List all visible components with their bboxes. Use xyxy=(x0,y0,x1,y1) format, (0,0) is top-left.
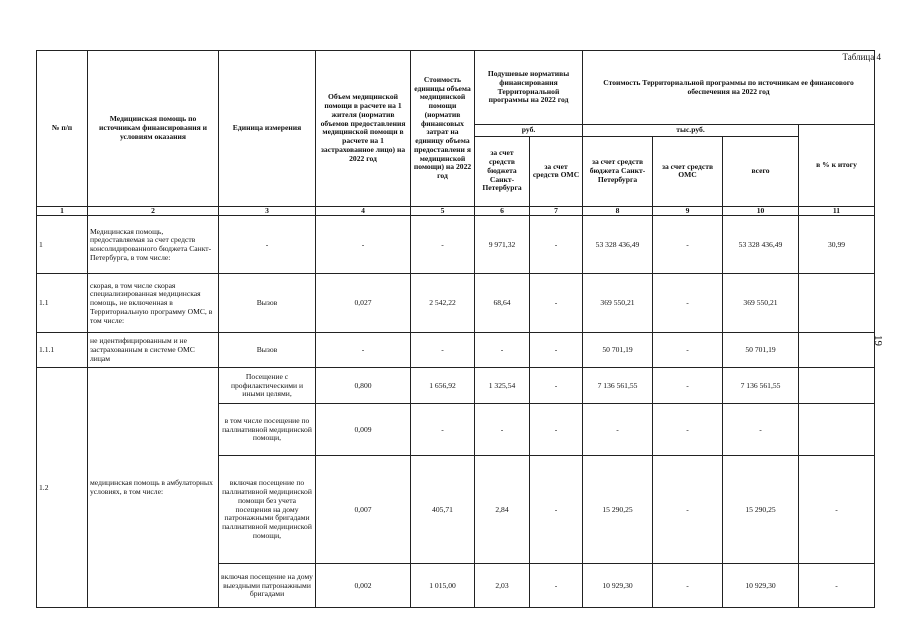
row-c7: - xyxy=(530,368,583,404)
row-unit: Вызов xyxy=(219,333,316,368)
row-c7: - xyxy=(530,456,583,564)
column-number: 2 xyxy=(88,206,219,216)
table-row xyxy=(37,216,875,274)
row-c6: 2,03 xyxy=(475,564,530,608)
row-num: 1.1 xyxy=(37,274,88,333)
table-label: Таблица 4 xyxy=(842,52,881,62)
row-c6: - xyxy=(475,404,530,456)
row-c7: - xyxy=(530,274,583,333)
row-c10: 7 136 561,55 xyxy=(723,368,799,404)
row-c8: 10 929,30 xyxy=(583,564,653,608)
row-c7: - xyxy=(530,216,583,274)
row-num: 1 xyxy=(37,216,88,274)
row-c6: - xyxy=(475,333,530,368)
header-total: всего xyxy=(723,136,799,206)
row-cost: 405,71 xyxy=(411,456,475,564)
header-unit-rub: руб. xyxy=(475,125,583,137)
row-num: 1.2 xyxy=(37,368,88,608)
row-c10: 15 290,25 xyxy=(723,456,799,564)
row-c8: 7 136 561,55 xyxy=(583,368,653,404)
row-c11: - xyxy=(799,564,875,608)
column-number: 9 xyxy=(653,206,723,216)
row-volume: - xyxy=(316,216,411,274)
header-oms: за счет средств ОМС xyxy=(530,136,583,206)
page-number: 19 xyxy=(872,335,884,346)
row-volume: 0,800 xyxy=(316,368,411,404)
row-c11 xyxy=(799,274,875,333)
row-volume: 0,002 xyxy=(316,564,411,608)
row-unit: - xyxy=(219,216,316,274)
row-c9: - xyxy=(653,564,723,608)
row-c10: 10 929,30 xyxy=(723,564,799,608)
row-c7: - xyxy=(530,333,583,368)
header-oms-total: за счет средств ОМС xyxy=(653,136,723,206)
row-c6: 1 325,54 xyxy=(475,368,530,404)
row-c9: - xyxy=(653,404,723,456)
column-number: 3 xyxy=(219,206,316,216)
header-group-cost: Стоимость Территориальной программы по источникам ее финансового обеспечения на 2022 год xyxy=(583,51,875,125)
header-percent: в % к итогу xyxy=(799,125,875,207)
column-number: 8 xyxy=(583,206,653,216)
row-c6: 9 971,32 xyxy=(475,216,530,274)
row-c9: - xyxy=(653,456,723,564)
row-name: Медицинская помощь, предоставляемая за счет средств консолидированного бюджета Санкт-Петербурга, в том числе: xyxy=(88,216,219,274)
table-row xyxy=(37,333,875,368)
row-cost: - xyxy=(411,333,475,368)
header-unit-thousand: тыс.руб. xyxy=(583,125,799,137)
header-unit-cost: Стоимость единицы объема медицинской помощи (норматив финансовых затрат на единицу объема предоставлени я медицинской помощи) на 2022 год xyxy=(411,51,475,207)
header-budget-spb-total: за счет средств бюджета Санкт-Петербурга xyxy=(583,136,653,206)
column-number: 11 xyxy=(799,206,875,216)
header-care-type: Медицинская помощь по источникам финансирования и условиям оказания xyxy=(88,51,219,207)
row-unit: в том числе посещение по паллиативной медицинской помощи, xyxy=(219,404,316,456)
row-cost: 1 015,00 xyxy=(411,564,475,608)
budget-table xyxy=(36,50,875,608)
row-cost: 2 542,22 xyxy=(411,274,475,333)
row-c11 xyxy=(799,404,875,456)
header-num: № п/п xyxy=(37,51,88,207)
row-c9: - xyxy=(653,274,723,333)
row-c11 xyxy=(799,368,875,404)
row-c8: - xyxy=(583,404,653,456)
header-unit: Единица измерения xyxy=(219,51,316,207)
row-unit: Вызов xyxy=(219,274,316,333)
column-number: 4 xyxy=(316,206,411,216)
row-c6: 68,64 xyxy=(475,274,530,333)
row-c8: 53 328 436,49 xyxy=(583,216,653,274)
row-name: медицинская помощь в амбулаторных условиях, в том числе: xyxy=(88,368,219,608)
column-number: 6 xyxy=(475,206,530,216)
row-c9: - xyxy=(653,368,723,404)
row-c8: 50 701,19 xyxy=(583,333,653,368)
column-number: 10 xyxy=(723,206,799,216)
row-c9: - xyxy=(653,216,723,274)
row-c9: - xyxy=(653,333,723,368)
row-num: 1.1.1 xyxy=(37,333,88,368)
row-c11: 30,99 xyxy=(799,216,875,274)
row-cost: - xyxy=(411,216,475,274)
row-c10: 50 701,19 xyxy=(723,333,799,368)
row-volume: 0,009 xyxy=(316,404,411,456)
row-volume: 0,027 xyxy=(316,274,411,333)
table-row xyxy=(37,274,875,333)
column-number: 7 xyxy=(530,206,583,216)
row-unit: включая посещение на дому выездными патронажными бригадами xyxy=(219,564,316,608)
row-c10: 369 550,21 xyxy=(723,274,799,333)
row-cost: - xyxy=(411,404,475,456)
table-row xyxy=(37,368,875,404)
row-c7: - xyxy=(530,564,583,608)
header-group-norms: Подушевые нормативы финансирования Территориальной программы на 2022 год xyxy=(475,51,583,125)
row-unit: Посещение с профилактическими и иными целями, xyxy=(219,368,316,404)
row-c7: - xyxy=(530,404,583,456)
row-cost: 1 656,92 xyxy=(411,368,475,404)
row-name: не идентифицированным и не застрахованным в системе ОМС лицам xyxy=(88,333,219,368)
column-number: 5 xyxy=(411,206,475,216)
row-volume: 0,007 xyxy=(316,456,411,564)
row-c10: - xyxy=(723,404,799,456)
row-volume: - xyxy=(316,333,411,368)
row-c8: 15 290,25 xyxy=(583,456,653,564)
header-volume: Объем медицинской помощи в расчете на 1 жителя (норматив объемов предоставления медицинской помощи в расчете на 1 застрахованное лицо) на 2022 год xyxy=(316,51,411,207)
row-c10: 53 328 436,49 xyxy=(723,216,799,274)
row-name: скорая, в том числе скорая специализированная медицинская помощь, не включенная в Территориальную программу ОМС, в том числе: xyxy=(88,274,219,333)
header-budget-spb: за счет средств бюджета Санкт-Петербурга xyxy=(475,136,530,206)
column-number: 1 xyxy=(37,206,88,216)
row-c8: 369 550,21 xyxy=(583,274,653,333)
row-c11 xyxy=(799,333,875,368)
row-c6: 2,84 xyxy=(475,456,530,564)
row-unit: включая посещение по паллиативной медицинской помощи без учета посещения на дому патронажными бригадами паллиативной медицинской помощи, xyxy=(219,456,316,564)
row-c11: - xyxy=(799,456,875,564)
